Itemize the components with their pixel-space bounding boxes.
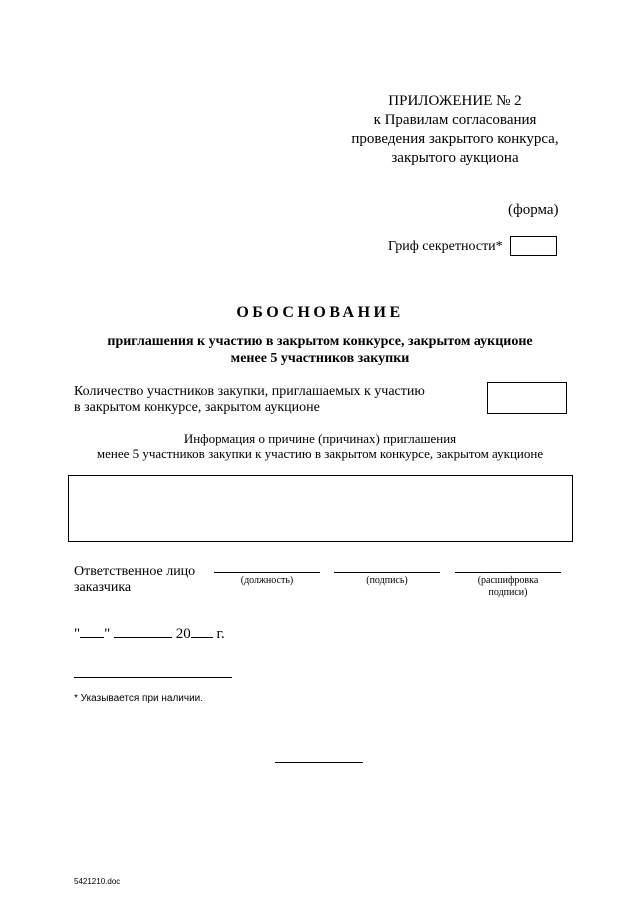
form-label: (форма) [508,202,559,218]
date-quote-open: " [74,626,81,642]
date-month-blank[interactable] [114,623,172,638]
document-title: ОБОСНОВАНИЕ [236,304,404,321]
participants-count-label-line: в закрытом конкурсе, закрытом аукционе [74,400,320,415]
subtitle-line: приглашения к участию в закрытом конкурсе, закрытом аукционе [107,334,533,349]
end-of-document-line [275,762,363,763]
appendix-rules-line: закрытого аукциона [391,150,519,166]
reason-label-line: менее 5 участников закупки к участию в закрытом конкурсе, закрытом аукционе [96,446,544,461]
appendix-rules-line: проведения закрытого конкурса, [351,131,559,147]
secrecy-label: Гриф секретности* [388,239,503,254]
date-year-prefix: 20 [175,626,191,642]
signature-decoding-line[interactable] [455,572,561,573]
responsible-label-line: Ответственное лицо [74,564,196,579]
reason-label-line: Информация о причине (причинах) приглашения [183,431,457,446]
footnote-separator [74,677,232,678]
appendix-header [340,92,570,168]
position-line[interactable] [214,572,320,573]
appendix-number: ПРИЛОЖЕНИЕ № 2 [388,93,522,109]
document-filename: 5421210.doc [74,877,121,886]
participants-count-label [74,384,454,416]
appendix-rules-line: к Правилам согласования [373,112,537,128]
signature-caption: (подпись) [366,575,408,586]
date-field [74,623,225,643]
date-year-suffix: г. [216,626,225,642]
participants-count-field[interactable] [487,382,567,414]
footnote-text: * Указывается при наличии. [74,693,204,704]
date-quote-close: " [104,626,111,642]
responsible-label-line: заказчика [74,580,132,595]
responsible-person-label [74,564,195,596]
decoding-caption-line: (расшифровка [477,575,539,586]
document-subtitle [0,333,640,367]
signature-line[interactable] [334,572,440,573]
signature-decoding-caption [455,575,561,599]
participants-count-label-line: Количество участников закупки, приглашаемых к участию [74,384,425,399]
date-day-blank[interactable] [80,623,104,638]
date-year-blank[interactable] [191,623,213,638]
reason-label [0,431,640,461]
reason-field[interactable] [68,475,573,542]
position-caption: (должность) [240,575,294,586]
secrecy-field[interactable] [510,236,557,256]
subtitle-line: менее 5 участников закупки [230,351,410,366]
decoding-caption-line: подписи) [488,587,528,598]
